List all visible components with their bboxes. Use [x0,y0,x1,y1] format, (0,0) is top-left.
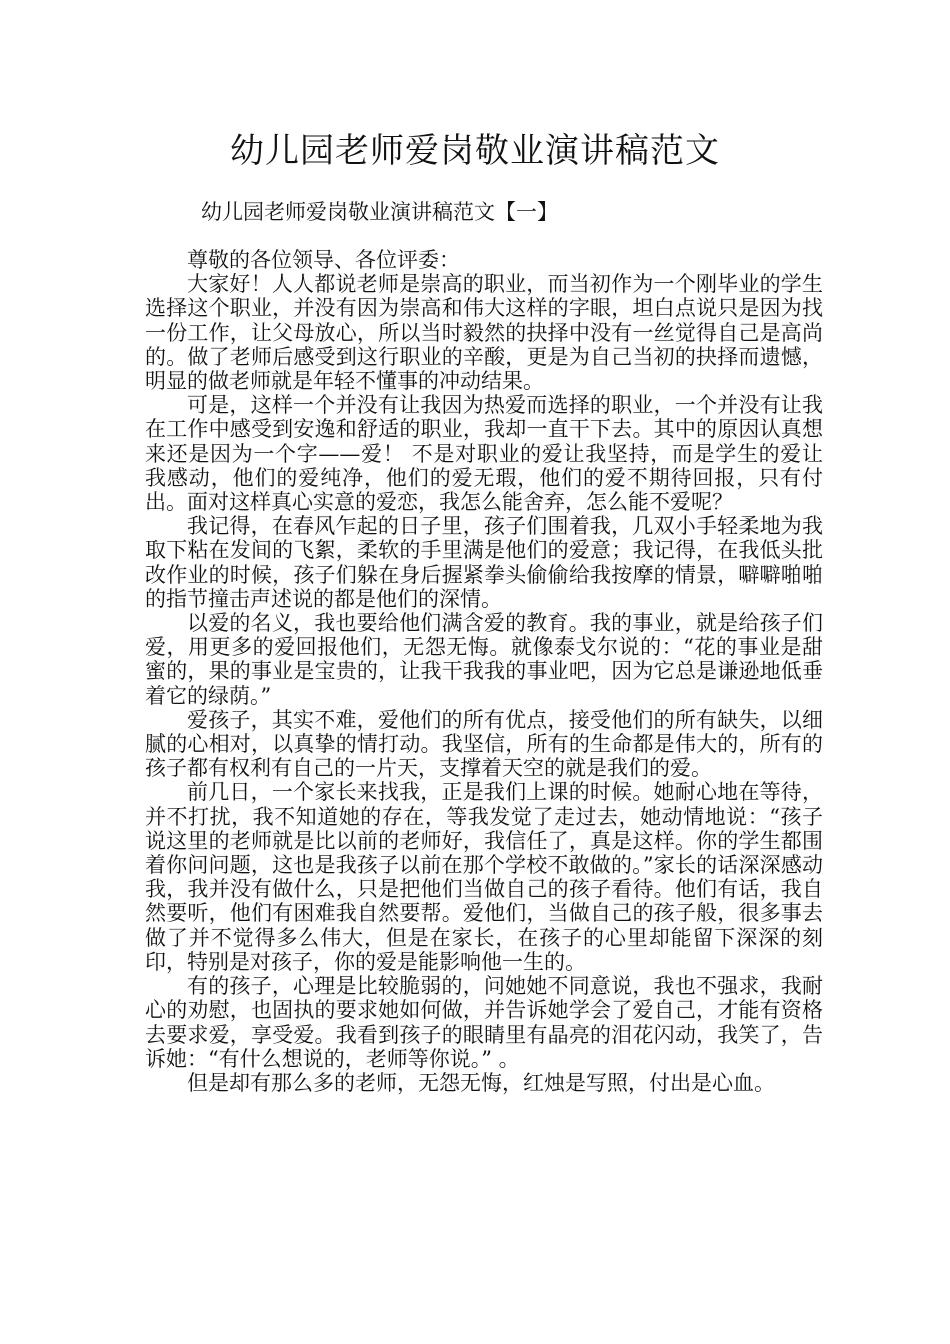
section-heading: 幼儿园老师爱岗敬业演讲稿范文【一】 [201,200,558,224]
paragraph: 以爱的名义，我也要给他们满含爱的教育。我的事业，就是给孩子们爱，用更多的爱回报他们，无怨无悔。就像泰戈尔说的：“花的事业是甜蜜的，果的事业是宝贵的，让我干我我的事业吧，因为它总是谦逊地低垂着它的绿荫。” [145,611,823,708]
paragraph: 可是，这样一个并没有让我因为热爱而选择的职业，一个并没有让我在工作中感受到安逸和舒适的职业，我却一直干下去。其中的原因认真想来还是因为一个字——爱！ 不是对职业的爱让我坚持，而是学生的爱让我感动，他们的爱纯净，他们的爱无瑕，他们的爱不期待回报，只有付出。面对这样真心实意的爱恋，我怎么能舍弃，怎么能不爱呢？ [145,393,823,515]
paragraph: 但是却有那么多的老师，无怨无悔，红烛是写照，付出是心血。 [187,1070,775,1095]
paragraph: 大家好！人人都说老师是崇高的职业，而当初作为一个刚毕业的学生选择这个职业，并没有因为崇高和伟大这样的字眼，坦白点说只是因为找一份工作，让父母放心，所以当时毅然的抉择中没有一丝觉得自己是高尚的。做了老师后感受到这行职业的辛酸，更是为自己当初的抉择而遗憾，明显的做老师就是年轻不懂事的冲动结果。 [145,272,823,394]
document-body [145,248,823,1095]
paragraph: 有的孩子，心理是比较脆弱的，问她她不同意说，我也不强求，我耐心的劝慰，也固执的要求她如何做，并告诉她学会了爱自己，才能有资格去要求爱，享受爱。我看到孩子的眼睛里有晶亮的泪花闪动，我笑了，告诉她：“有什么想说的，老师等你说。” 。 [145,974,823,1071]
paragraph: 前几日，一个家长来找我，正是我们上课的时候。她耐心地在等待，并不打扰，我不知道她的存在，等我发觉了走过去，她动情地说：“孩子说这里的老师就是比以前的老师好，我信任了，真是这样。你的学生都围着你问问题，这也是我孩子以前在那个学校不敢做的。”家长的话深深感动我，我并没有做什么，只是把他们当做自己的孩子看待。他们有话，我自然要听，他们有困难我自然要帮。爱他们，当做自己的孩子般，很多事去做了并不觉得多么伟大，但是在家长，在孩子的心里却能留下深深的刻印，特别是对孩子，你的爱是能影响他一生的。 [145,780,823,974]
paragraph: 我记得，在春风乍起的日子里，孩子们围着我，几双小手轻柔地为我取下粘在发间的飞絮，柔软的手里满是他们的爱意；我记得，在我低头批改作业的时候，孩子们躲在身后握紧拳头偷偷给我按摩的情景，噼噼啪啪的指节撞击声述说的都是他们的深情。 [145,514,823,611]
paragraph: 爱孩子，其实不难，爱他们的所有优点，接受他们的所有缺失，以细腻的心相对，以真挚的情打动。我坚信，所有的生命都是伟大的，所有的孩子都有权利有自己的一片天，支撑着天空的就是我们的爱。 [145,707,823,781]
document-title: 幼儿园老师爱岗敬业演讲稿范文 [230,131,720,171]
salutation: 尊敬的各位领导、各位评委： [187,248,460,272]
